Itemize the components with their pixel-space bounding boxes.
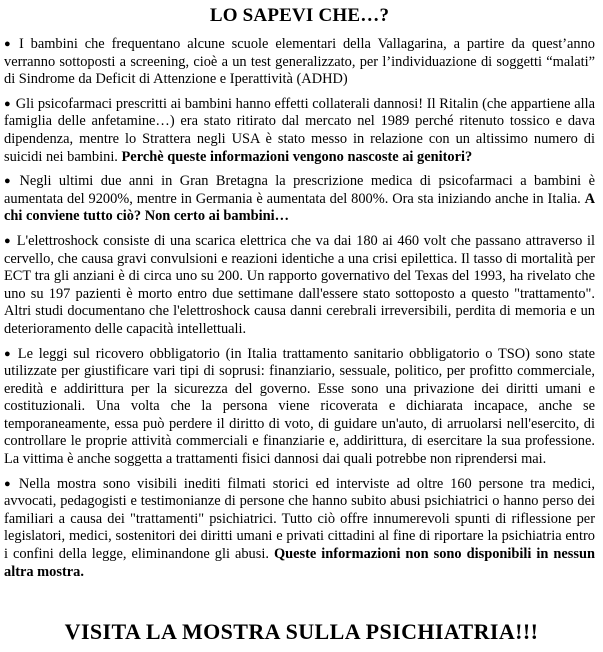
- paragraph-elettroshock: [4, 233, 595, 339]
- paragraph-prescrizione: [4, 173, 595, 226]
- bullet-icon: ●: [4, 97, 11, 110]
- bullet-icon: ●: [4, 347, 13, 360]
- paragraph-psicofarmaci: [4, 96, 595, 166]
- bullet-icon: ●: [4, 38, 14, 50]
- paragraph-emphasis: Queste informazioni non sono disponibili in nessun altra mostra.: [4, 546, 595, 580]
- bullet-icon: ●: [4, 234, 12, 247]
- paragraph-emphasis: Perchè queste informazioni vengono nascoste ai genitori?: [121, 148, 473, 165]
- paragraph-text: L'elettroshock consiste di una scarica elettrica che va dai 180 ai 460 volt che passano attraverso il cervello, che causa gravi convulsioni e reazioni identiche a una crisi epilettica. Il tasso di mortalità per ECT tra gli anziani è di circa uno su 200. Un rapporto governativo del Texas del 1993, ha rivelato che uno su 197 pazienti è morto entro due settimane dall'essere stato sottoposto a questo "trattamento". Altri studi documentano che l'elettroshock causa danni cerebrali irreversibili, perdita di memoria e un deterioramento delle capacità intellettuali.: [4, 232, 595, 337]
- paragraph-screening: [4, 36, 595, 89]
- paragraph-emphasis: A chi conviene tutto ciò? Non certo ai bambini…: [4, 190, 595, 225]
- paragraph-text: Negli ultimi due anni in Gran Bretagna la prescrizione medica di psicofarmaci a bambini è aumentata del 9200%, mentre in Germania è aumentata del 800%. Ora sta iniziando anche in Italia.: [4, 173, 595, 207]
- bullet-icon: ●: [4, 477, 14, 490]
- paragraph-text: Nella mostra sono visibili inediti filmati storici ed interviste ad oltre 160 persone tra medici, avvocati, pedagogisti e testimonianze di persone che hanno subito abusi psichiatrici o hanno perso dei familiari a causa dei "trattamenti" psichiatrici. Tutto ciò offre innumerevoli spunti di riflessione per legislatori, medici, sostenitori dei diritti umani e privati cittadini al fine di riportare la psichiatria entro i confini della legge, eliminandone gli abusi.: [4, 475, 595, 563]
- paragraph-text: I bambini che frequentano alcune scuole elementari della Vallagarina, a partire da quest’anno verranno sottoposti a screening, cioè a un test generalizzato, per l’individuazione di soggetti “malati” di Sindrome da Deficit di Attenzione e Iperattività (ADHD): [4, 36, 595, 88]
- footer-call-to-action: VISITA LA MOSTRA SULLA PSICHIATRIA!!!: [64, 619, 539, 644]
- paragraph-mostra: [4, 476, 595, 582]
- paragraph-text: Le leggi sul ricovero obbligatorio (in Italia trattamento sanitario obbligatorio o TSO) sono state utilizzate per giustificare vari tipi di soprusi: finanziario, sessuale, politico, per profitto commerciale, eredità e addirittura per la sicurezza del governo. Esse sono una privazione dei diritti umani e costituzionali. Una volta che la persona viene ricoverata e dichiarata incapace, anche se temporaneamente, essa può perdere il diritto di voto, di guidare un'auto, di arruolarsi nell'esercito, di controllare le proprie attività commerciali e finanziarie e, addirittura, di esercitare la sua professione. La vittima è anche soggetta a trattamenti fisici dannosi dai quali potrebbe non riprendersi mai.: [4, 345, 595, 468]
- page-title: LO SAPEVI CHE…?: [209, 5, 390, 26]
- paragraph-text: Gli psicofarmaci prescritti ai bambini hanno effetti collaterali dannosi! Il Ritalin (che appartiene alla famiglia delle anfetamine…) era stato ritirato dal mercato nel 1989 perché ritenuto tossico e dava dipendenza, mentre lo Strattera negli USA è stato messo in relazione con un altissimo numero di suicidi nei bambini.: [4, 95, 595, 165]
- bullet-icon: ●: [4, 175, 15, 188]
- paragraph-ricovero: [4, 346, 595, 469]
